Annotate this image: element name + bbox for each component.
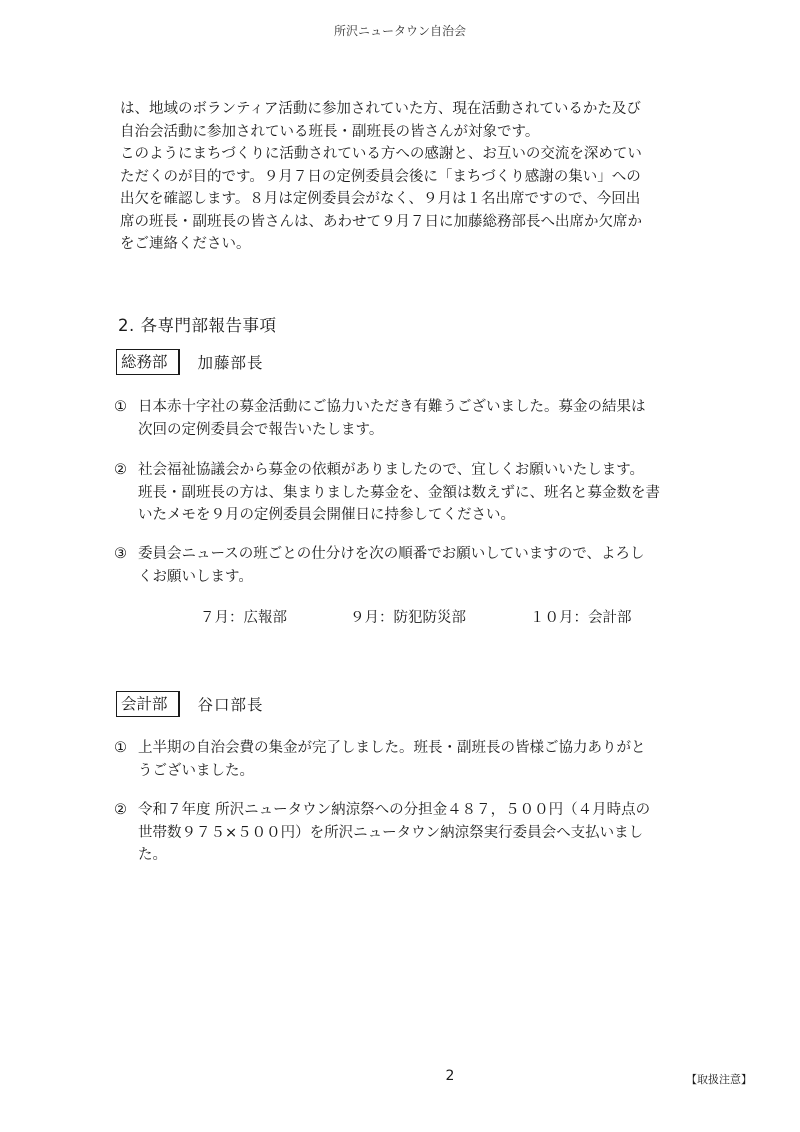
item-line: いたメモを９月の定例委員会開催日に持参してください。 [138, 507, 515, 523]
item-number: ② [114, 462, 127, 478]
item-text [138, 737, 724, 782]
intro-line: は、地域のボランティア活動に参加されていた方、現在活動されているかた及び [120, 101, 641, 117]
intro-line: 席の班長・副班長の皆さんは、あわせて９月７日に加藤総務部長へ出席か欠席か [120, 213, 642, 230]
dept-label-box: 会計部 [116, 691, 180, 717]
intro-paragraph [120, 98, 720, 256]
item-line: 次回の定例委員会で報告いたします。 [138, 421, 384, 438]
item-text [138, 543, 724, 588]
schedule-entry: １０月：会計部 [530, 610, 632, 626]
item-line: 令和７年度 所沢ニュータウン納涼祭への分担金４８７，５００円（４月時点の [138, 802, 651, 818]
item-number: ② [114, 802, 127, 818]
dept-label-box: 総務部 [116, 349, 180, 375]
item-line: 日本赤十字社の募金活動にご協力いただき有難うございました。募金の結果は [138, 399, 646, 415]
schedule-entry: ９月：防犯防災部 [350, 610, 466, 626]
item-text [138, 396, 724, 441]
item-line: 委員会ニュースの班ごとの仕分けを次の順番でお願いしていますので、よろし [138, 546, 645, 562]
intro-line: をご連絡ください。 [120, 236, 251, 252]
item-line: 上半期の自治会費の集金が完了しました。班長・副班長の皆様ご協力ありがと [138, 740, 646, 756]
list-item [114, 543, 724, 588]
list-item [114, 459, 724, 527]
item-text [138, 799, 724, 867]
schedule-entry: ７月：広報部 [200, 610, 287, 626]
sorting-schedule [200, 606, 632, 627]
page-header: 所沢ニュータウン自治会 [333, 24, 466, 38]
dept-header-kaikei [116, 691, 264, 717]
item-line: 班長・副班長の方は、集まりました募金を、金額は数えずに、班名と募金数を書 [138, 484, 660, 501]
page-number: 2 [445, 1068, 455, 1084]
item-number: ① [114, 740, 127, 756]
item-line: くお願いします。 [138, 568, 253, 585]
list-item [114, 396, 724, 441]
intro-line: ただくのが目的です。９月７日の定例委員会後に「まちづくり感謝の集い」への [120, 168, 641, 185]
item-number: ③ [114, 546, 127, 562]
list-item [114, 799, 724, 867]
item-line: うございました。 [138, 762, 254, 779]
intro-line: このようにまちづくりに活動されている方への感謝と、お互いの交流を深めてい [120, 146, 642, 162]
dept-header-soumu [116, 349, 264, 375]
item-line: 世帯数９７５×５００円）を所沢ニュータウン納涼祭実行委員会へ支払いまし [138, 824, 644, 841]
item-line: た。 [138, 847, 167, 863]
item-line: 社会福祉協議会から募金の依頼がありましたので、宜しくお願いいたします。 [138, 462, 645, 478]
intro-line: 自治会活動に参加されている班長・副班長の皆さんが対象です。 [120, 123, 540, 140]
intro-line: 出欠を確認します。８月は定例委員会がなく、９月は１名出席ですので、今回出 [120, 191, 641, 207]
item-number: ① [114, 399, 127, 415]
dept-head-name: 谷口部長 [197, 696, 264, 714]
list-item [114, 737, 724, 782]
section-title: 2. 各専門部報告事項 [118, 316, 277, 335]
handling-caution-label: 【取扱注意】 [686, 1073, 752, 1086]
dept-head-name: 加藤部長 [197, 354, 264, 372]
item-text [138, 459, 724, 527]
